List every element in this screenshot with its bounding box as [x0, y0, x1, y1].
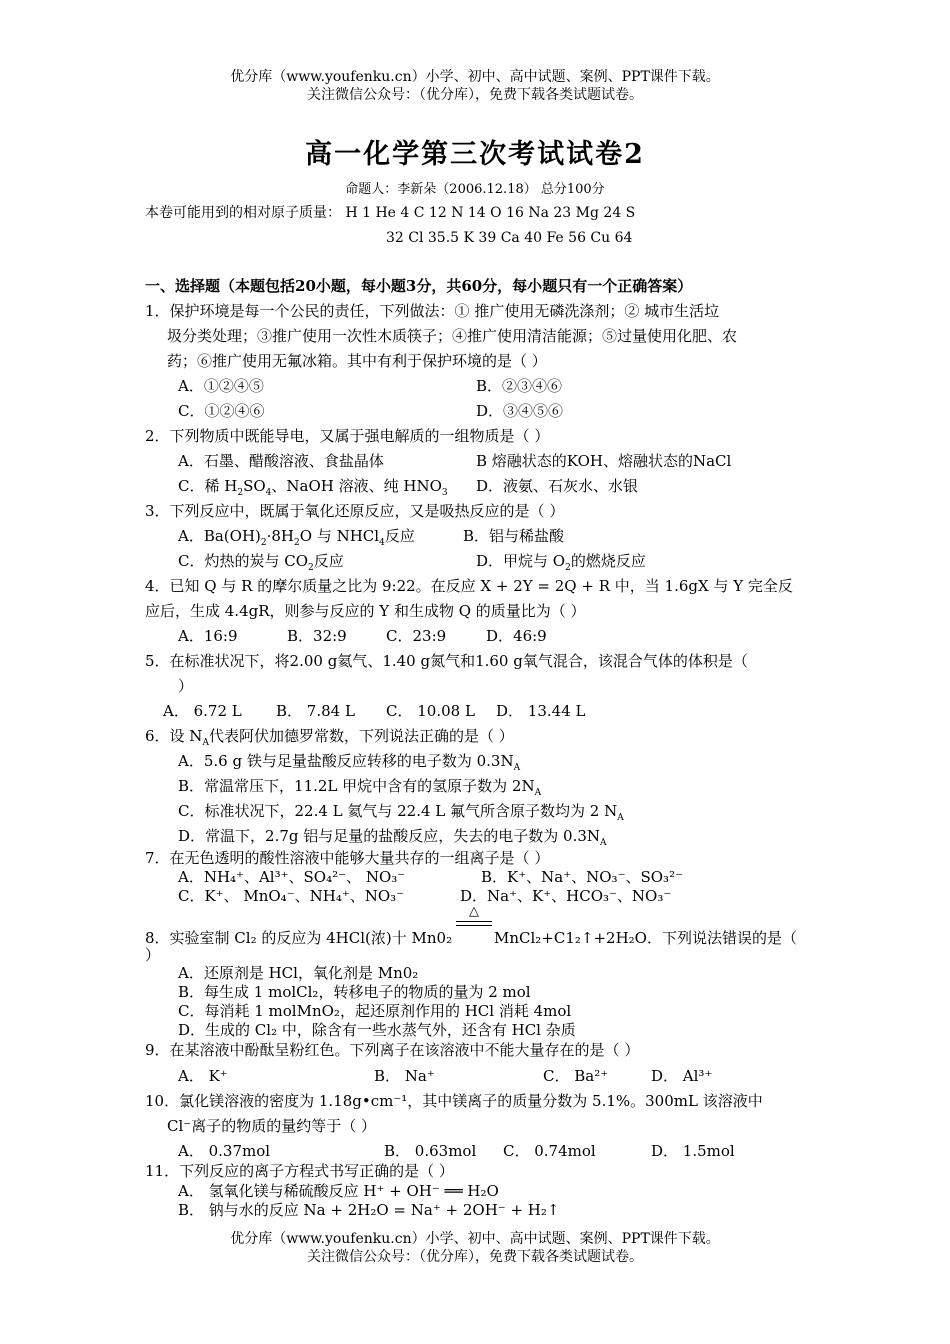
q2-option-d: D．液氨、石灰水、水银: [476, 477, 639, 495]
q7-stem: 7．在无色透明的酸性溶液中能够大量共存的一组离子是（ ）: [145, 849, 550, 867]
q5-stem-2: ）: [178, 677, 194, 695]
q2-option-c: C．稀 $H_2SO_4$、NaOH 溶液、纯 $HNO_3$: [178, 477, 448, 498]
q8-option-d: D．生成的 Cl₂ 中，除含有一些水蒸气外，还含有 HCl 杂质: [178, 1021, 576, 1039]
author-meta: 命题人：李新朵（2006.12.18） 总分100分: [345, 182, 605, 197]
q4-option-a: A．16:9: [178, 627, 238, 645]
equals-line-bottom: [456, 925, 492, 926]
q9-option-a: A． K⁺: [178, 1067, 228, 1085]
q6-option-d: D．常温下，2.7g 铝与足量的盐酸反应，失去的电子数为 $0.3N_A$: [178, 827, 607, 848]
q3-option-c: C．灼热的炭与 $CO_2$反应: [178, 552, 344, 573]
q7-option-b: B．K⁺、Na⁺、NO₃⁻、SO₃²⁻: [481, 868, 684, 886]
q2-option-a: A．石墨、醋酸溶液、食盐晶体: [178, 452, 384, 470]
q8-option-c: C．每消耗 1 molMnO₂，起还原剂作用的 HCl 消耗 4mol: [178, 1002, 572, 1020]
q1-option-d: D．③④⑤⑥: [476, 402, 564, 420]
atomic-masses-line-2: 32 Cl 35.5 K 39 Ca 40 Fe 56 Cu 64: [386, 230, 633, 246]
q1-option-c: C．①②④⑥: [178, 402, 265, 420]
q6-option-c: C．标准状况下，22.4 L 氦气与 22.4 L 氟气所含原子数均为 2 $N_A$: [178, 802, 624, 823]
q5-option-c: C． 10.08 L: [386, 702, 475, 720]
q2-option-b: B 熔融状态的KOH、熔融状态的NaCl: [476, 452, 732, 470]
q8-stem-right: MnCl₂+C1₂↑+2H₂O．下列说法错误的是（: [494, 929, 797, 947]
footer-line-2: 关注微信公众号：（优分库），免费下载各类试题试卷。: [307, 1249, 643, 1265]
q6-option-b: B．常温常压下，11.2L 甲烷中含有的氢原子数为 $2N_A$: [178, 777, 542, 798]
heat-triangle-icon: △: [469, 904, 479, 919]
q8-option-a: A．还原剂是 HCl，氧化剂是 Mn0₂: [178, 964, 419, 982]
q3-option-a: A．$Ba(OH)_2\cdot 8H_2O$ 与 NHCl$_4$反应: [178, 527, 415, 548]
q9-option-b: B． Na⁺: [374, 1067, 435, 1085]
q11-stem: 11．下列反应的离子方程式书写正确的是（ ）: [145, 1162, 454, 1180]
q7-option-c: C．K⁺、 MnO₄⁻、NH₄⁺、NO₃⁻: [178, 887, 405, 905]
q10-option-c: C． 0.74mol: [503, 1142, 596, 1160]
q10-stem-2: Cl⁻离子的物质的量约等于（ ）: [167, 1117, 376, 1135]
q1-stem-1: 1．保护环境是每一个公民的责任，下列做法：① 推广使用无磷洗涤剂；② 城市生活垃: [145, 302, 720, 320]
q4-stem-1: 4．已知 Q 与 R 的摩尔质量之比为 9:22。在反应 X + 2Y = 2Q + R 中，当 1.6gX 与 Y 完全反: [145, 577, 793, 595]
section-heading: 一、选择题（本题包括20小题，每小题3分，共60分，每小题只有一个正确答案）: [145, 277, 693, 295]
page-title: 高一化学第三次考试试卷2: [305, 139, 645, 170]
heat-condition-sign: [456, 905, 492, 927]
q3-stem: 3．下列反应中，既属于氧化还原反应，又是吸热反应的是（ ）: [145, 502, 565, 520]
header-line-2: 关注微信公众号：（优分库），免费下载各类试题试卷。: [307, 87, 643, 103]
q3-option-b: B．铝与稀盐酸: [463, 527, 565, 545]
q7-option-d: D．Na⁺、K⁺、HCO₃⁻、NO₃⁻: [460, 887, 672, 905]
q11-option-b: B． 钠与水的反应 Na + 2H₂O = Na⁺ + 2OH⁻ + H₂↑: [178, 1201, 560, 1219]
q10-option-b: B． 0.63mol: [384, 1142, 477, 1160]
atomic-masses-line-1: 本卷可能用到的相对原子质量： H 1 He 4 C 12 N 14 O 16 Na 23 Mg 24 S: [145, 205, 636, 221]
q8-stem-left: 8．实验室制 Cl₂ 的反应为 4HCl(浓)十 Mn0₂: [145, 929, 453, 947]
q1-stem-2: 圾分类处理；③推广使用一次性木质筷子；④推广使用清洁能源；⑤过量使用化肥、农: [167, 327, 738, 345]
q7-option-a: A．NH₄⁺、Al³⁺、SO₄²⁻、 NO₃⁻: [178, 868, 406, 886]
q9-option-c: C． Ba²⁺: [543, 1067, 609, 1085]
q10-option-d: D． 1.5mol: [651, 1142, 735, 1160]
q5-option-a: A． 6.72 L: [163, 702, 242, 720]
q1-stem-3: 药；⑥推广使用无氟冰箱。其中有利于保护环境的是（ ）: [167, 352, 547, 370]
header-line-1: 优分库（www.youfenku.cn）小学、初中、高中试题、案例、PPT课件下载。: [230, 69, 720, 85]
q4-option-c: C．23:9: [386, 627, 447, 645]
q1-option-a: A．①②④⑤: [178, 377, 264, 395]
q3-option-d: D．甲烷与 $O_2$的燃烧反应: [476, 552, 646, 573]
q9-option-d: D． Al³⁺: [651, 1067, 713, 1085]
q8-stem-end: ）: [145, 946, 161, 964]
q8-option-b: B．每生成 1 molCl₂，转移电子的物质的量为 2 mol: [178, 983, 531, 1001]
q10-option-a: A． 0.37mol: [178, 1142, 271, 1160]
q10-stem-1: 10．氯化镁溶液的密度为 1.18g•cm⁻¹，其中镁离子的质量分数为 5.1%。300mL 该溶液中: [145, 1092, 763, 1110]
q4-option-b: B．32:9: [287, 627, 347, 645]
equals-line-top: [456, 921, 492, 922]
q2-stem: 2．下列物质中既能导电，又属于强电解质的一组物质是（ ）: [145, 427, 550, 445]
footer-line-1: 优分库（www.youfenku.cn）小学、初中、高中试题、案例、PPT课件下载。: [230, 1231, 720, 1247]
q11-option-a: A． 氢氧化镁与稀硫酸反应 H⁺ + OH⁻ ══ H₂O: [178, 1182, 499, 1200]
q5-stem-1: 5．在标准状况下，将2.00 g氦气、1.40 g氮气和1.60 g氧气混合，该混合气体的体积是（: [145, 652, 748, 670]
q5-option-d: D． 13.44 L: [496, 702, 586, 720]
q6-stem: 6．设 $N_A$代表阿伏加德罗常数，下列说法正确的是（ ）: [145, 727, 514, 748]
q5-option-b: B． 7.84 L: [276, 702, 355, 720]
q1-option-b: B．②③④⑥: [476, 377, 563, 395]
q9-stem: 9．在某溶液中酚酞呈粉红色。下列离子在该溶液中不能大量存在的是（ ）: [145, 1041, 640, 1059]
q4-option-d: D．46:9: [486, 627, 547, 645]
q4-stem-2: 应后，生成 4.4gR，则参与反应的 Y 和生成物 Q 的质量比为（ ）: [145, 602, 586, 620]
q6-option-a: A．5.6 g 铁与足量盐酸反应转移的电子数为 $0.3N_A$: [178, 752, 521, 773]
